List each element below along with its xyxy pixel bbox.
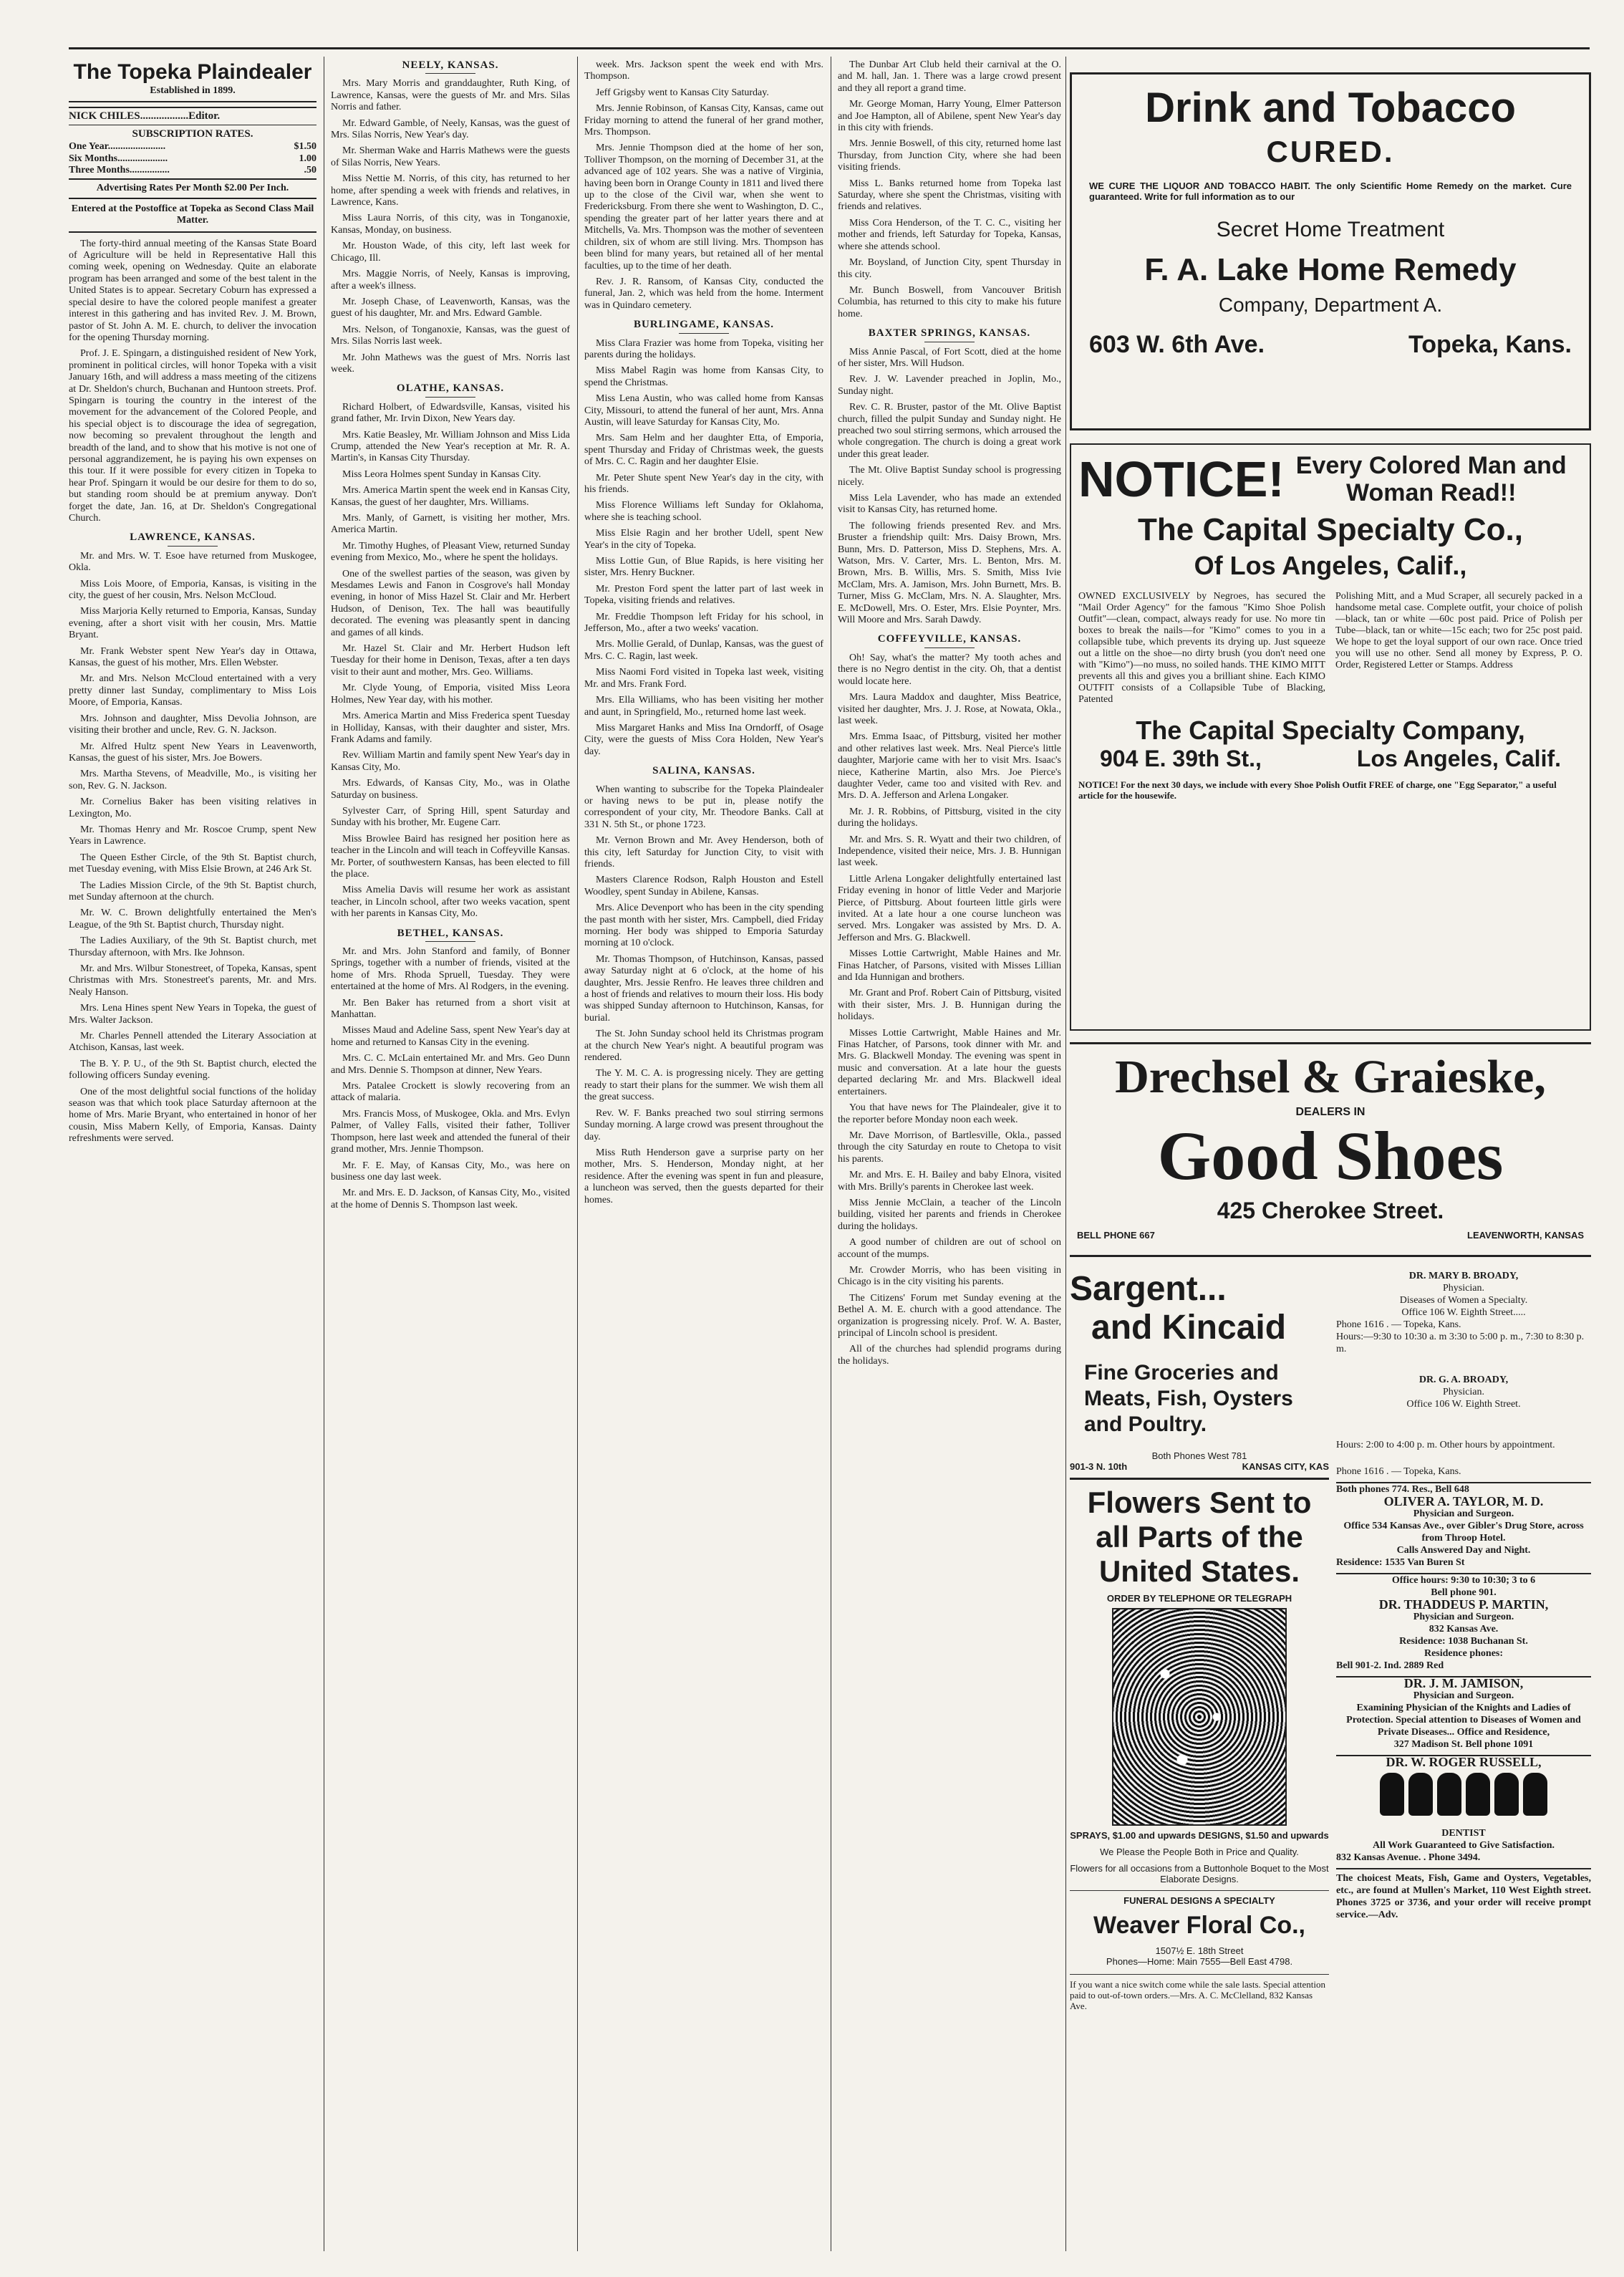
doctor-specialty: Diseases of Women a Specialty. bbox=[1399, 1295, 1528, 1306]
news-item: Miss Browlee Baird has resigned her position here as teacher in the Lincoln and will teach in Coffeyville Kansas. Mr. Porter, of southwestern Kansas, has been elected to fill the place. bbox=[331, 833, 570, 880]
ad-location: Of Los Angeles, Calif., bbox=[1194, 551, 1467, 580]
news-item: The Ladies Auxiliary, of the 9th St. Baptist church, met Thursday afternoon, with Mrs. Ike Johnson. bbox=[69, 935, 316, 958]
doctor-phone: Phone 1616 . — Topeka, Kans. bbox=[1336, 1319, 1461, 1330]
masthead bbox=[69, 59, 316, 102]
ad-address: 904 E. 39th St., bbox=[1100, 746, 1262, 771]
news-item: Miss Elsie Ragin and her brother Udell, spent New Year's in the city of Topeka. bbox=[584, 528, 823, 551]
news-item: Mr. and Mrs. S. R. Wyatt and their two children, of Independence, visited their neice, Mrs. J. B. Hunnigan last week. bbox=[838, 834, 1061, 869]
news-item: Miss Naomi Ford visited in Topeka last week, visiting Mr. and Mrs. Frank Ford. bbox=[584, 667, 823, 690]
advertising-rates: Advertising Rates Per Month $2.00 Per Inch. bbox=[69, 180, 316, 198]
news-item: Mr. George Moman, Harry Young, Elmer Patterson and Joe Hampton, all of Abilene, spent New Year's day in this city with friends. bbox=[838, 99, 1061, 134]
news-item: The St. John Sunday school held its Christmas program at the church New Year's night. A beautiful program was rendered. bbox=[584, 1029, 823, 1064]
shoe-store-ad bbox=[1070, 1042, 1591, 1257]
tooth-icon bbox=[1523, 1773, 1547, 1816]
news-list bbox=[584, 59, 823, 312]
news-item: Misses Lottie Cartwright, Mable Haines and Mr. Finas Hatcher, of Parsons, visited with Misses Lillian and Ida Hunnigan and brothers. bbox=[838, 948, 1061, 983]
news-item: Mr. Ben Baker has returned from a short visit at Manhattan. bbox=[331, 997, 570, 1021]
news-list bbox=[331, 78, 570, 375]
news-item: Miss Lois Moore, of Emporia, Kansas, is visiting in the city, the guest of her cousin, Mrs. Nelson McCloud. bbox=[69, 578, 316, 602]
floral-prices: SPRAYS, $1.00 and upwards DESIGNS, $1.50 and upwards bbox=[1070, 1830, 1329, 1841]
masthead-title: The Topeka Plaindealer bbox=[73, 60, 312, 84]
news-item: Miss Margaret Hanks and Miss Ina Orndorff, of Osage City, were the guests of Miss Cora Holden, New Year's day. bbox=[584, 722, 823, 757]
doctor-title: Physician. bbox=[1443, 1283, 1484, 1294]
doctor-residence-phones: Residence phones: bbox=[1424, 1648, 1504, 1659]
news-item: One of the swellest parties of the season, was given by Mesdames Lewis and Fanon in Cosgrove's hall Monday evening, in honor of Miss Hazel St. Clair and Mr. Herbert Hudson, of Denison, Tex. The hall was beautifully decorated. The evening was pleasantly spent in dancing and games of all kinds. bbox=[331, 568, 570, 638]
doctor-name: DR. J. M. JAMISON, bbox=[1403, 1676, 1524, 1690]
floral-address: 1507½ E. 18th Street bbox=[1155, 1945, 1244, 1956]
news-item: Mr. J. R. Robbins, of Pittsburg, visited in the city during the holidays. bbox=[838, 806, 1061, 829]
news-item: Mr. Cornelius Baker has been visiting relatives in Lexington, Mo. bbox=[69, 796, 316, 819]
news-item: Mr. and Mrs. E. D. Jackson, of Kansas City, Mo., visited at the home of Dennis S. Thompson last week. bbox=[331, 1188, 570, 1210]
ad-department: Company, Department A. bbox=[1218, 294, 1443, 316]
news-item: Miss Ruth Henderson gave a surprise party on her mother, Mrs. S. Henderson, Monday night, at her residence. After the evening was spent in fun and pleasure, a luncheon was served, then the guests departed for their homes. bbox=[584, 1147, 823, 1205]
news-item: Misses Lottie Cartwright, Mable Haines and Mr. Finas Hatcher, of Parsons, took dinner with Mr. and Mrs. G. Blackwell Monday. The evening was spent in music and conversation. At a late hour the guests departed declaring Mr. and Mrs. Blackwell ideal entertainers. bbox=[838, 1027, 1061, 1097]
advertisement-column bbox=[1070, 59, 1591, 2250]
news-item: Mr. Vernon Brown and Mr. Avey Henderson, both of this city, left Saturday for Junction City, to visit with friends. bbox=[584, 835, 823, 870]
doctor-calls: Calls Answered Day and Night. bbox=[1396, 1545, 1531, 1556]
rate-row bbox=[69, 153, 316, 165]
tooth-icon bbox=[1437, 1773, 1461, 1816]
doctor-address: 832 Kansas Avenue. . Phone 3494. bbox=[1336, 1852, 1591, 1869]
grocer-phones: Both Phones West 781 bbox=[1151, 1450, 1247, 1461]
ad-address-row bbox=[1089, 331, 1572, 359]
floral-order: ORDER BY TELEPHONE OR TELEGRAPH bbox=[1106, 1593, 1292, 1604]
grocer-address-row bbox=[1070, 1461, 1329, 1472]
news-item: Miss Clara Frazier was home from Topeka, visiting her parents during the holidays. bbox=[584, 337, 823, 360]
doctor-hours: Hours:—9:30 to 10:30 a. m 3:30 to 5:00 p. m., 7:30 to 8:30 p. m. bbox=[1336, 1332, 1585, 1354]
news-item: Mrs. Jennie Thompson died at the home of her son, Tolliver Thompson, on the morning of December 31, at the advanced age of 102 years. She was a native of Virginia, having been born in Orange County in 1811 and lived there up to the close of the Civil war, when she went to Fredericksburg. From there she went to Washington, D. C., spending the greater part of her latter years there and at Mitchells, Va. Mrs. Thompson was the mother of seventeen children, six of whom are still living. Mrs. Thompson has been blind for many years, but retained all of her mental faculties, up to the time of her death. bbox=[584, 143, 823, 271]
news-item: Rev. William Martin and family spent New Year's day in Kansas City, Mo. bbox=[331, 750, 570, 773]
news-item: Mr. John Mathews was the guest of Mrs. Norris last week. bbox=[331, 352, 570, 375]
news-item: Mr. Charles Pennell attended the Literary Association at Atchison, Kansas, last week. bbox=[69, 1031, 316, 1054]
news-item: All of the churches had splendid programs during the holidays. bbox=[838, 1344, 1061, 1367]
rate-price: $1.50 bbox=[294, 141, 316, 153]
section-heading: LAWRENCE, KANSAS. bbox=[69, 531, 316, 546]
doctor-body: All Work Guaranteed to Give Satisfaction. bbox=[1372, 1840, 1555, 1851]
doctor-address: 327 Madison St. Bell phone 1091 bbox=[1336, 1738, 1591, 1756]
notice-tagline-line: Every Colored Man and bbox=[1295, 452, 1567, 479]
column-4 bbox=[838, 59, 1061, 2250]
news-item: Mr. Houston Wade, of this city, left last week for Chicago, Ill. bbox=[331, 241, 570, 264]
news-item: Mrs. America Martin spent the week end in Kansas City, Kansas, the guest of her daughter, Mrs. Williams. bbox=[331, 485, 570, 508]
floral-occasions: Flowers for all occasions from a Buttonhole Boquet to the Most Elaborate Designs. bbox=[1070, 1863, 1329, 1884]
news-item: Mrs. Ella Williams, who has been visiting her mother and aunt, in Springfield, Mo., returned home last week. bbox=[584, 695, 823, 718]
news-item: Richard Holbert, of Edwardsville, Kansas, visited his grand father, Mr. Irvin Dixon, New Years day. bbox=[331, 401, 570, 425]
news-item: Mrs. Alice Devenport who has been in the city spending the past month with her sister, Mrs. Campbell, died Friday morning. Her body was shipped to Emporia Saturday morning at 10 o'clock. bbox=[584, 902, 823, 949]
doctor-phone: Phone 1616 . — Topeka, Kans. bbox=[1336, 1465, 1591, 1483]
doctor-phone: Bell phone 901. bbox=[1431, 1587, 1497, 1598]
news-item: Miss Laura Norris, of this city, was in Tonganoxie, Kansas, Monday, on business. bbox=[331, 213, 570, 236]
column-rule bbox=[577, 57, 578, 2251]
shoe-polish-ad bbox=[1070, 443, 1591, 1031]
doctor-office: 832 Kansas Ave. bbox=[1429, 1624, 1499, 1635]
rate-price: .50 bbox=[304, 165, 316, 176]
news-item: Mr. Thomas Henry and Mr. Roscoe Crump, spent New Years in Lawrence. bbox=[69, 824, 316, 847]
notice-row bbox=[1078, 452, 1582, 506]
ad-subheadline: CURED. bbox=[1266, 135, 1395, 168]
doctor-name: DR. W. ROGER RUSSELL, bbox=[1386, 1755, 1542, 1769]
floral-firm: Weaver Floral Co., bbox=[1093, 1912, 1306, 1939]
news-item: Mr. F. E. May, of Kansas City, Mo., was here on business one day last week. bbox=[331, 1160, 570, 1183]
news-item: Mrs. C. C. McLain entertained Mr. and Mrs. Geo Dunn and Mrs. Dennie S. Thompson at dinner, New Years. bbox=[331, 1053, 570, 1076]
doctor-name: DR. G. A. BROADY, bbox=[1418, 1375, 1509, 1385]
rate-term: Three Months................ bbox=[69, 165, 170, 176]
news-item: Mrs. Edwards, of Kansas City, Mo., was in Olathe Saturday on business. bbox=[331, 778, 570, 801]
news-item: Rev. J. W. Lavender preached in Joplin, Mo., Sunday night. bbox=[838, 374, 1061, 397]
rate-term: Six Months.................... bbox=[69, 153, 168, 164]
flower-bouquet-illustration bbox=[1112, 1608, 1287, 1826]
ad-body-right: Polishing Mitt, and a Mud Scraper, all securely packed in a handsome metal case. Complete outfit, your choice of polish—black, tan or white —60c post paid. Price of Polish per Tube—black, tan or white—15c each; two for 25c post paid. We hope to get the loyal support of our own race. Once tried you will use no other. Send all money by Express, P. O. Order, Registered Letter or Stamps. Address bbox=[1335, 591, 1582, 670]
news-item: Mrs. Johnson and daughter, Miss Devolia Johnson, are visiting their brother and uncle, Rev. G. N. Jackson. bbox=[69, 713, 316, 736]
doctor-phone: Bell 901-2. Ind. 2889 Red bbox=[1336, 1660, 1591, 1677]
market-notice: The choicest Meats, Fish, Game and Oysters, Vegetables, etc., are found at Mullen's Market, 110 West Eighth street. Phones 3725 or 3736, and your order will receive prompt service.—Adv. bbox=[1336, 1873, 1591, 1920]
rate-row bbox=[69, 141, 316, 153]
news-item: Mr. and Mrs. John Stanford and family, of Bonner Springs, together with a number of friends, visited at the home of Mrs. Rhoda Spruell, Tuesday. They were entertained at the home of Mrs. Al Rodgers, in the evening. bbox=[331, 946, 570, 993]
notice-headline: NOTICE! bbox=[1078, 451, 1285, 507]
news-item: Mrs. Laura Maddox and daughter, Miss Beatrice, visited her daughter, Mrs. J. J. Rose, at Nowata, Okla., last week. bbox=[838, 692, 1061, 726]
news-item: Mr. and Mrs. Wilbur Stonestreet, of Topeka, Kansas, spent Christmas with Mrs. Stonestreet's parents, Mr. and Mrs. Nealy Hanson. bbox=[69, 963, 316, 998]
news-item: Mrs. Jennie Boswell, of this city, returned home last Thursday, from Junction City, where she had been visiting friends. bbox=[838, 138, 1061, 173]
ad-footer-note: NOTICE! For the next 30 days, we include with every Shoe Polish Outfit FREE of charge, one "Egg Separator," a useful article for the housewife. bbox=[1078, 779, 1557, 801]
doctor-name: DR. MARY B. BROADY, bbox=[1408, 1271, 1519, 1281]
teeth-illustration bbox=[1336, 1773, 1591, 1823]
news-item: A good number of children are out of school on account of the mumps. bbox=[838, 1237, 1061, 1260]
news-item: Miss Lena Austin, who was called home from Kansas City, Missouri, to attend the funeral of her aunt, Mrs. Anna Austin, will leave Saturday for Kansas City, Mo. bbox=[584, 393, 823, 428]
news-item: week. Mrs. Jackson spent the week end with Mrs. Thompson. bbox=[584, 59, 823, 82]
ad-company: F. A. Lake Home Remedy bbox=[1144, 252, 1517, 287]
news-item: Mrs. Emma Isaac, of Pittsburg, visited her mother and other relatives last week. Mrs. Neal Pierce's little daughter, Marjorie came with her to visit Mrs. Isaac's niece, Katherine Martin, also Mrs. Joe Pierce's daughter Veder, came too and visited with Rev. and Mrs. D. A. Jefferson and Arlena Longaker. bbox=[838, 731, 1061, 801]
grocer-ad bbox=[1070, 1270, 1329, 1480]
floral-phone: Phones—Home: Main 7555—Bell East 4798. bbox=[1106, 1956, 1293, 1967]
news-item: The B. Y. P. U., of the 9th St. Baptist church, elected the following officers Sunday evening. bbox=[69, 1058, 316, 1082]
news-item: Rev. W. F. Banks preached two soul stirring sermons Sunday morning. A large crowd was present throughout the day. bbox=[584, 1107, 823, 1142]
doctor-title: Physician. bbox=[1443, 1387, 1484, 1397]
section-heading: OLATHE, KANSAS. bbox=[331, 382, 570, 397]
doctor-title: Physician and Surgeon. bbox=[1413, 1690, 1514, 1701]
news-item: Little Arlena Longaker delightfully entertained last Friday evening in honor of little Veder and Marjorie Pierce, of Pittsburg. About fourteen little girls were invited. At a late hour a one course luncheon was served. Mrs. Longaker was assisted by Mrs. D. A. Jefferson and Mrs. G. Blackwell. bbox=[838, 873, 1061, 943]
ad-body-columns bbox=[1078, 591, 1582, 706]
notice-tagline bbox=[1296, 452, 1567, 506]
news-item: Miss Marjoria Kelly returned to Emporia, Kansas, Sunday evening, after a short visit with her cousin, Mrs. Mattie Bryant. bbox=[69, 606, 316, 641]
news-item: Misses Maud and Adeline Sass, spent New Year's day at home and returned to Kansas City in the evening. bbox=[331, 1025, 570, 1048]
news-item: Miss Nettie M. Norris, of this city, has returned to her home, after spending a week with friends and relatives, in Lawrence, Kans. bbox=[331, 173, 570, 208]
doctor-name: OLIVER A. TAYLOR, M. D. bbox=[1383, 1494, 1544, 1508]
news-list bbox=[69, 551, 316, 1145]
tooth-icon bbox=[1494, 1773, 1519, 1816]
doctor-title: DENTIST bbox=[1441, 1828, 1486, 1839]
ad-city: Topeka, Kans. bbox=[1408, 331, 1572, 358]
news-item: Mr. Crowder Morris, who has been visiting in Chicago is in the city visiting his parents. bbox=[838, 1264, 1061, 1288]
news-list bbox=[331, 946, 570, 1211]
ad-body: WE CURE THE LIQUOR AND TOBACCO HABIT. The only Scientific Home Remedy on the market. Cure guaranteed. Write for full information as to our bbox=[1089, 180, 1572, 202]
news-item: When wanting to subscribe for the Topeka Plaindealer or having news to be put in, please notify the correspondent of your city, Mr. Theodore Banks. Call at 331 N. 5th St., or phone 1723. bbox=[584, 784, 823, 830]
news-item: Mr. Freddie Thompson left Friday for his school, in Jefferson, Mo., after a two weeks' vacation. bbox=[584, 611, 823, 635]
article-paragraph: The forty-third annual meeting of the Kansas State Board of Agriculture will be held in Representative Hall this coming week, opening on Wednesday. Quite an elaborate program has been arranged and some of the best talent in the United States is to appear. Secretary Coburn has expressed a special desire to have the colored people manifest a greater interest in this gathering and has invited Rev. J. M. Brown, pastor of St. John A. M. E. church, to deliver the invocation for the opening Thursday morning. bbox=[69, 238, 316, 343]
ad-body-left: OWNED EXCLUSIVELY by Negroes, has secured the "Mail Order Agency" for the famous "Kimo Shoe Polish Outfit"—clean, compact, always ready for use. No more tin boxes to break the nails—for "Kimo" comes to you in a collapsible tube, which prevents its drying up. Just squeeze out a little on the shoe—no dirty brush (you don't need one with "Kimo")—no muss, no soiled hands. THE KIMO MITT prevents all this and gives you a brilliant shine. Each KIMO OUTFIT consists of a Collapsible Tube of Blacking, Patented bbox=[1078, 591, 1325, 705]
ad-company: The Capital Specialty Co., bbox=[1138, 512, 1523, 547]
ad-phone: BELL PHONE 667 bbox=[1077, 1230, 1155, 1241]
news-item: Mrs. Nelson, of Tonganoxie, Kansas, was the guest of Mrs. Silas Norris last week. bbox=[331, 324, 570, 347]
news-list bbox=[331, 402, 570, 920]
news-item: Mr. Sherman Wake and Harris Mathews were the guests of Silas Norris, New Years. bbox=[331, 145, 570, 168]
news-item: The following friends presented Rev. and Mrs. Bruster a friendship quilt: Mrs. Daisy Brown, Mrs. Bunn, Mrs. D. Patterson, Miss D. Stephens, Mrs. A. Watson, Mrs. V. Carter, Mrs. L. Benton, Mrs. M. Brown, Mrs. B. Willis, Mrs. S. Smith, Miss Ivie McClam, Mrs. A. Jamison, Mrs. John Burnett, Mrs. B. Turner, Miss G. McClam, Mrs. N. A. Slaughter, Mrs. E. McDowell, Mrs. O. Ester, Mrs. Elsie Poynter, Mrs. Will Moore and Mrs. Sarah Dawdy. bbox=[838, 520, 1061, 626]
news-item: Mr. Thomas Thompson, of Hutchinson, Kansas, passed away Saturday night at 6 o'clock, at the home of his daughter, Mrs. Jessie Renfro. He leaves three children and a host of friends and relatives to mourn their loss. His body was shipped Sunday afternoon to Hutchinson, Kansas, for burial. bbox=[584, 953, 823, 1024]
news-item: Miss Florence Williams left Sunday for Oklahoma, where she is teaching school. bbox=[584, 500, 823, 523]
rate-row bbox=[69, 165, 316, 180]
news-item: Mr. Edward Gamble, of Neely, Kansas, was the guest of Mrs. Silas Norris, New Year's day. bbox=[331, 117, 570, 141]
news-item: Miss Amelia Davis will resume her work as assistant teacher, in Lincoln school, after two weeks vacation, spent with her parents in Kansas City, Mo. bbox=[331, 885, 570, 920]
subscription-title: SUBSCRIPTION RATES. bbox=[132, 127, 253, 140]
news-item: Miss Cora Henderson, of the T. C. C., visiting her mother and friends, left Saturday for Topeka, Kansas, where she attends school. bbox=[838, 217, 1061, 252]
doctor-name: DR. THADDEUS P. MARTIN, bbox=[1378, 1597, 1549, 1612]
grocer-name: and Kincaid bbox=[1091, 1309, 1287, 1347]
ad-street: 425 Cherokee Street. bbox=[1217, 1198, 1444, 1223]
news-list bbox=[584, 338, 823, 759]
news-item: Mr. Hazel St. Clair and Mr. Herbert Hudson left Tuesday for their home in Denison, Texas, after a ten days visit to their aunt and mother, Mrs. Geo. Williams. bbox=[331, 643, 570, 678]
doctor-office: Office 534 Kansas Ave., over Gibler's Drug Store, across from Throop Hotel. bbox=[1343, 1521, 1584, 1544]
news-item: Mr. Preston Ford spent the latter part of last week in Topeka, visiting friends and relatives. bbox=[584, 583, 823, 607]
news-item: Mrs. Maggie Norris, of Neely, Kansas is improving, after a week's illness. bbox=[331, 269, 570, 292]
news-item: Rev. C. R. Bruster, pastor of the Mt. Olive Baptist church, filled the pulpit Sunday and Sunday night. He preached two soul stirring sermons, which arroused the whole congregation. The church is doing a great work under this great leader. bbox=[838, 402, 1061, 460]
news-item: Mr. Alfred Hultz spent New Years in Leavenworth, Kansas, the guest of his sister, Mrs. Joe Bowers. bbox=[69, 741, 316, 764]
news-item: Mrs. America Martin and Miss Frederica spent Tuesday in Holliday, Kansas, with their daughter and sister, Mrs. Frank Adams and family. bbox=[331, 711, 570, 745]
ad-headline: Drink and Tobacco bbox=[1145, 85, 1516, 131]
ad-contact-row bbox=[1077, 1230, 1584, 1241]
doctor-hours: Office hours: 9:30 to 10:30; 3 to 6 bbox=[1391, 1575, 1536, 1586]
news-item: Miss L. Banks returned home from Topeka last Saturday, where she spent the Christmas, visiting with friends and relatives. bbox=[838, 178, 1061, 213]
news-item: The Y. M. C. A. is progressing nicely. They are getting ready to start their plans for the summer. We wish them all the great success. bbox=[584, 1068, 823, 1103]
news-item: Mrs. Martha Stevens, of Meadville, Mo., is visiting her son, Rev. G. N. Jackson. bbox=[69, 769, 316, 791]
floral-quality: We Please the People Both in Price and Quality. bbox=[1100, 1847, 1299, 1857]
news-item: You that have news for The Plaindealer, give it to the reporter before Monday noon each week. bbox=[838, 1102, 1061, 1125]
newspaper-page bbox=[69, 47, 1590, 2256]
news-item: Mrs. Lena Hines spent New Years in Topeka, the guest of Mrs. Walter Jackson. bbox=[69, 1003, 316, 1026]
floral-ad bbox=[1070, 1480, 1329, 2011]
ad-address-row bbox=[1078, 746, 1582, 772]
news-list bbox=[838, 59, 1061, 320]
doctor-residence: Residence: 1038 Buchanan St. bbox=[1399, 1636, 1528, 1647]
column-rule bbox=[1065, 57, 1066, 2251]
news-item: Mr. Timothy Hughes, of Pleasant View, returned Sunday evening from Mexico, Mo., where he spent the holidays. bbox=[331, 540, 570, 564]
news-item: Miss Mabel Ragin was home from Kansas City, to spend the Christmas. bbox=[584, 365, 823, 388]
doctor-office: Office 106 W. Eighth Street..... bbox=[1401, 1307, 1526, 1318]
news-item: Mr. Dave Morrison, of Bartlesville, Okla., passed through the city Saturday en route to Chetopa to visit his parents. bbox=[838, 1130, 1061, 1165]
doctor-body: Examining Physician of the Knights and Ladies of Protection. Special attention to Diseases of Women and Private Diseases... Office and Residence, bbox=[1346, 1703, 1581, 1738]
switch-notice: If you want a nice switch come while the sale lasts. Special attention paid to out-of-town orders.—Mrs. A. C. McClelland, 832 Kansas Ave. bbox=[1070, 1974, 1329, 2011]
news-item: Mrs. Jennie Robinson, of Kansas City, Kansas, came out Friday morning to attend the funeral of her grand mother, Mrs. Thompson. bbox=[584, 103, 823, 138]
section-heading: SALINA, KANSAS. bbox=[584, 765, 823, 779]
news-item: Mr. Boysland, of Junction City, spent Thursday in this city. bbox=[838, 257, 1061, 280]
news-item: Mr. Bunch Boswell, from Vancouver British Columbia, has returned to this city to make his future home. bbox=[838, 284, 1061, 319]
rate-term: One Year....................... bbox=[69, 141, 166, 153]
news-list bbox=[838, 347, 1061, 627]
tobacco-ad bbox=[1070, 72, 1591, 430]
news-item: Mrs. Francis Moss, of Muskogee, Okla. and Mrs. Evlyn Palmer, of Valley Falls, visited their father, Tolliver Thompson, here last week and attended the funeral of their grand mother, Mrs. Jennie Thompson. bbox=[331, 1108, 570, 1155]
postoffice-notice: Entered at the Postoffice at Topeka as Second Class Mail Matter. bbox=[69, 199, 316, 233]
news-item: Masters Clarence Rodson, Ralph Houston and Estell Woodley, spent Sunday in Abilene, Kansas. bbox=[584, 875, 823, 897]
news-item: Miss Jennie McClain, a teacher of the Lincoln building, visited her parents and friends in Cherokee during the holidays. bbox=[838, 1197, 1061, 1232]
news-item: The Mt. Olive Baptist Sunday school is progressing nicely. bbox=[838, 465, 1061, 488]
section-heading: BAXTER SPRINGS, KANSAS. bbox=[838, 327, 1061, 342]
news-item: Miss Lela Lavender, who has made an extended visit to Kansas City, has returned home. bbox=[838, 493, 1061, 516]
grocer-goods: Fine Groceries and Meats, Fish, Oysters and Poultry. bbox=[1084, 1361, 1293, 1436]
professional-cards bbox=[1336, 1270, 1591, 2250]
news-item: Miss Lottie Gun, of Blue Rapids, is here visiting her sister, Mrs. Henry Buckner. bbox=[584, 556, 823, 579]
grocer-city: KANSAS CITY, KAS bbox=[1242, 1461, 1329, 1472]
section-heading: BETHEL, KANSAS. bbox=[331, 928, 570, 942]
article-paragraph: Prof. J. E. Spingarn, a distinguished resident of New York, prominent in political circles, will honor Topeka with a visit January 16th, and will address a mass meeting of the citizens at Dr. Sheldon's church, Buchanan and Huntoon streets. Prof. Spingarn is touring the country in the interest of the movement for the advancement of the Colored People, and his special object is to discourage the idea of segregation, now becoming so prevalent throughout the length and breadth of the land, and to show that his motive is not one of personal aggrandizement, he is paying his own expenses on this tour. If it were possible for every citizen in Topeka to hear Prof. Spingarn it would be our desire for them to do so, but standing room should be at premium anyway. Don't forget the date, Jan. 16, at Dr. Sheldon's Congregational Church. bbox=[69, 348, 316, 524]
news-item: Mr. Joseph Chase, of Leavenworth, Kansas, was the guest of his daughter, Mr. and Mrs. Edward Gamble. bbox=[331, 296, 570, 319]
tooth-icon bbox=[1466, 1773, 1490, 1816]
tooth-icon bbox=[1408, 1773, 1433, 1816]
doctor-title: Physician and Surgeon. bbox=[1413, 1508, 1514, 1519]
doctor-office: Office 106 W. Eighth Street. bbox=[1406, 1399, 1521, 1410]
news-item: Mr. Peter Shute spent New Year's day in the city, with his friends. bbox=[584, 472, 823, 495]
news-item: The Queen Esther Circle, of the 9th St. Baptist church, met Tuesday evening, with Miss Elsie Brown, at 246 Ark St. bbox=[69, 852, 316, 875]
notice-tagline-line: Woman Read!! bbox=[1346, 479, 1517, 506]
editor-line: NICK CHILES..................Editor. bbox=[69, 107, 316, 125]
doctor-residence: Residence: 1535 Van Buren St bbox=[1336, 1556, 1591, 1574]
news-item: Oh! Say, what's the matter? My tooth aches and there is no Negro dentist in the city. Oh, that a dentist would locate here. bbox=[838, 652, 1061, 687]
ad-treatment: Secret Home Treatment bbox=[1216, 218, 1445, 241]
doctor-hours: Hours: 2:00 to 4:00 p. m. Other hours by appointment. bbox=[1336, 1440, 1555, 1450]
floral-title: Flowers Sent to all Parts of the United States. bbox=[1087, 1486, 1312, 1588]
news-item: The Dunbar Art Club held their carnival at the O. and M. hall, Jan. 1. There was a large crowd present and they all report a grand time. bbox=[838, 59, 1061, 94]
ad-firm: Drechsel & Graieske, bbox=[1115, 1051, 1546, 1103]
doctor-phones: Both phones 774. Res., Bell 648 bbox=[1336, 1484, 1469, 1495]
news-item: Mrs. Manly, of Garnett, is visiting her mother, Mrs. America Martin. bbox=[331, 513, 570, 536]
ad-city: Los Angeles, Calif. bbox=[1356, 746, 1561, 771]
grocer-name: Sargent... bbox=[1070, 1270, 1227, 1308]
news-item: Mrs. Mollie Gerald, of Dunlap, Kansas, was the guest of Mrs. C. C. Ragin, last week. bbox=[584, 639, 823, 662]
news-list bbox=[838, 653, 1061, 1367]
news-item: Sylvester Carr, of Spring Hill, spent Saturday and Sunday with his brother, Mr. Eugene Carr. bbox=[331, 805, 570, 829]
news-item: Mr. Clyde Young, of Emporia, visited Miss Leora Holmes, New Year day, with his mother. bbox=[331, 683, 570, 706]
news-item: Mrs. Patalee Crockett is slowly recovering from an attack of malaria. bbox=[331, 1081, 570, 1104]
news-item: One of the most delightful social functions of the holiday season was that which took place Saturday afternoon at the home of Mrs. Marie Bryant, who entertained in honor of her cousin, Miss Mabern Kelly, of Emporia, Kansas. Dainty refreshments were served. bbox=[69, 1086, 316, 1145]
news-list bbox=[584, 784, 823, 1206]
ad-dealers: DEALERS IN bbox=[1295, 1106, 1366, 1118]
news-item: Miss Leora Holmes spent Sunday in Kansas City. bbox=[342, 468, 541, 480]
ad-lower-left bbox=[1070, 1270, 1329, 2250]
news-item: Mr. Grant and Prof. Robert Cain of Pittsburg, visited with their sister, Mrs. J. B. Hunnigan during the holidays. bbox=[838, 988, 1061, 1023]
tooth-icon bbox=[1380, 1773, 1404, 1816]
column-3 bbox=[584, 59, 823, 2250]
news-item: Jeff Grigsby went to Kansas City Saturday. bbox=[596, 87, 769, 98]
section-heading: BURLINGAME, KANSAS. bbox=[584, 319, 823, 333]
ad-goods: Good Shoes bbox=[1157, 1117, 1504, 1194]
news-item: Mr. and Mrs. W. T. Esoe have returned from Muskogee, Okla. bbox=[69, 550, 316, 574]
floral-funeral: FUNERAL DESIGNS A SPECIALTY bbox=[1070, 1890, 1329, 1906]
news-item: Miss Annie Pascal, of Fort Scott, died at the home of her sister, Mrs. Will Hudson. bbox=[838, 346, 1061, 369]
news-item: Mr. and Mrs. Nelson McCloud entertained with a very pretty dinner last Sunday, complimentary to Miss Lois Moore, of Emporia, Kansas. bbox=[69, 673, 316, 708]
news-item: Mr. Frank Webster spent New Year's day in Ottawa, Kansas, the guest of his mother, Mrs. Ellen Webster. bbox=[69, 645, 316, 669]
news-item: Mrs. Katie Beasley, Mr. William Johnson and Miss Lida Crump, attended the New Year's reception at Mr. R. A. Martin's, in Kansas City Thursday. bbox=[331, 429, 570, 464]
ad-address: 603 W. 6th Ave. bbox=[1089, 331, 1265, 358]
news-item: The Ladies Mission Circle, of the 9th St. Baptist church, met Sunday afternoon at the church. bbox=[69, 880, 316, 902]
grocer-address: 901-3 N. 10th bbox=[1070, 1461, 1128, 1472]
ad-company-footer: The Capital Specialty Company, bbox=[1136, 716, 1525, 745]
news-item: Mrs. Mary Morris and granddaughter, Ruth King, of Lawrence, Kansas, were the guests of Mr. and Mrs. Silas Norris and father. bbox=[331, 78, 570, 113]
column-2 bbox=[331, 59, 570, 2250]
rate-price: 1.00 bbox=[299, 153, 316, 164]
masthead-established: Established in 1899. bbox=[150, 85, 236, 96]
news-item: Rev. J. R. Ransom, of Kansas City, conducted the funeral, Jan. 2, which was held from the home. Interment was in Quindaro cemetery. bbox=[584, 276, 823, 311]
news-item: Mr. and Mrs. E. H. Bailey and baby Elnora, visited with Mrs. Brilly's parents in Cherokee last week. bbox=[838, 1170, 1061, 1193]
column-1 bbox=[69, 59, 316, 2250]
section-heading: NEELY, KANSAS. bbox=[331, 59, 570, 74]
news-item: Mrs. Sam Helm and her daughter Etta, of Emporia, spent Thursday and Friday of Christmas week, the guests of Mrs. C. C. Ragin and her daughter Elsie. bbox=[584, 433, 823, 468]
doctor-title: Physician and Surgeon. bbox=[1413, 1612, 1514, 1622]
news-item: Mr. W. C. Brown delightfully entertained the Men's League, of the 9th St. Baptist church, Thursday night. bbox=[69, 908, 316, 930]
news-item: The Citizens' Forum met Sunday evening at the Bethel A. M. E. church with a good attendance. The organization is progressing nicely. Prof. W. A. Baster, principal of Lincoln school is president. bbox=[838, 1292, 1061, 1339]
ad-city: LEAVENWORTH, KANSAS bbox=[1467, 1230, 1584, 1241]
section-heading: COFFEYVILLE, KANSAS. bbox=[838, 633, 1061, 648]
